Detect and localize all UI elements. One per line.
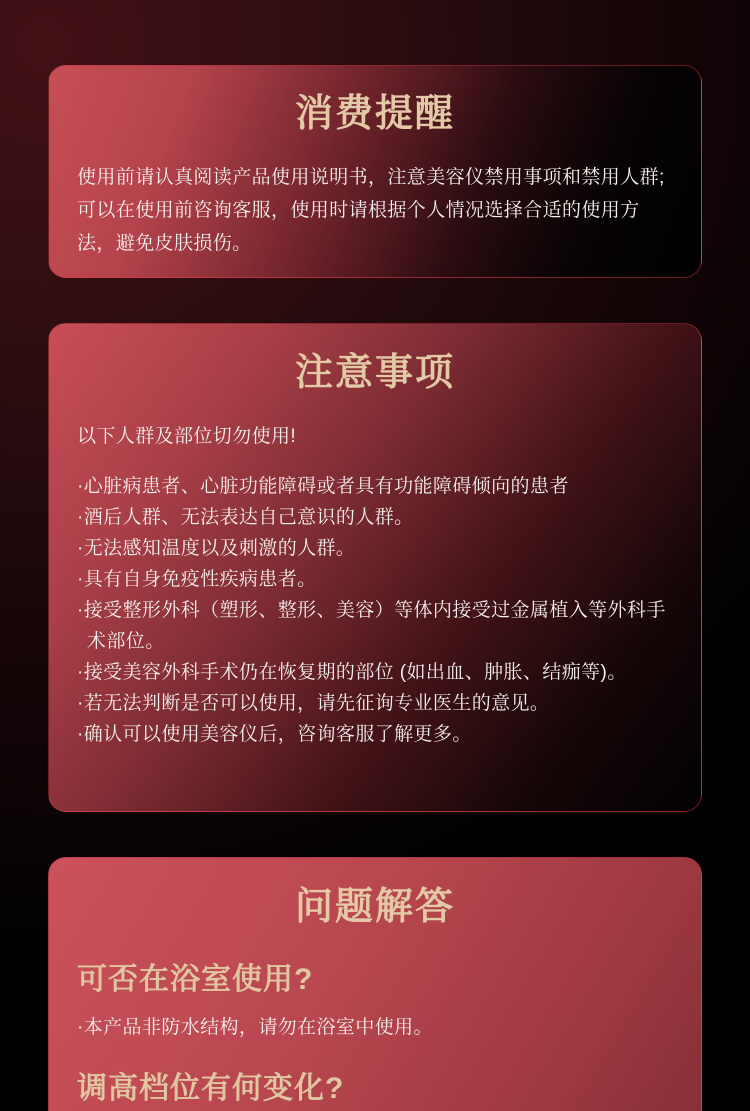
precaution-item: ·接受整形外科（塑形、整形、美容）等体内接受过金属植入等外科手术部位。 <box>77 600 666 652</box>
precautions-title: 注意事项 <box>294 352 455 394</box>
card-consumer-reminder <box>48 65 702 278</box>
precaution-item: ·具有自身免疫性疾病患者。 <box>77 569 317 590</box>
consumer-reminder-text: 使用前请认真阅读产品使用说明书，注意美容仪禁用事项和禁用人群;可以在使用前咨询客服，使用时请根据个人情况选择合适的使用方法，避免皮肤损伤。 <box>77 167 665 254</box>
precautions-intro: 以下人群及部位切勿使用! <box>77 426 297 447</box>
qa-title: 问题解答 <box>294 886 455 928</box>
qa-answer-bathroom: ·本产品非防水结构，请勿在浴室中使用。 <box>77 1017 433 1038</box>
precaution-item: ·酒后人群、无法表达自己意识的人群。 <box>77 507 414 528</box>
card-qa <box>48 857 702 1111</box>
precaution-item: ·若无法判断是否可以使用，请先征询专业医生的意见。 <box>77 693 550 714</box>
consumer-reminder-title: 消费提醒 <box>294 93 455 135</box>
qa-question-bathroom: 可否在浴室使用? <box>77 963 314 996</box>
precautions-list <box>77 471 673 750</box>
precaution-item: ·无法感知温度以及刺激的人群。 <box>77 538 356 559</box>
precaution-item: ·接受美容外科手术仍在恢复期的部位 (如出血、肿胀、结痂等)。 <box>77 662 627 683</box>
card-precautions <box>48 323 702 812</box>
precaution-item: ·心脏病患者、心脏功能障碍或者具有功能障碍倾向的患者 <box>77 476 569 497</box>
precaution-item: ·确认可以使用美容仪后，咨询客服了解更多。 <box>77 724 472 745</box>
qa-question-gear-level: 调高档位有何变化? <box>77 1072 345 1105</box>
